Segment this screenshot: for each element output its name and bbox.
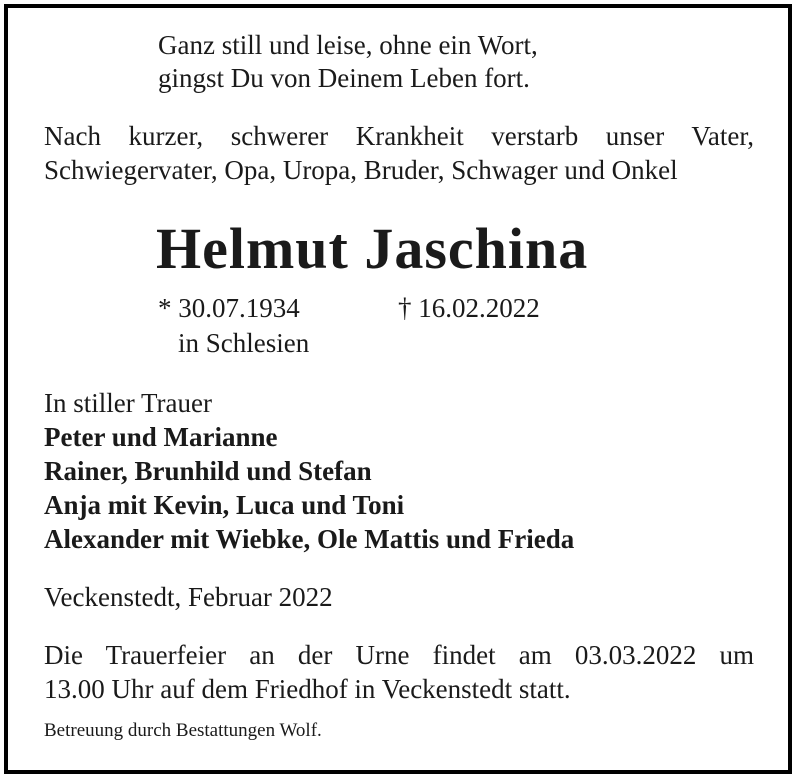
intro-line-2: Schwiegervater, Opa, Uropa, Bruder, Schwager und Onkel [44,155,678,185]
mourners-heading: In stiller Trauer [44,388,212,418]
deceased-name: Helmut Jaschina [156,216,589,281]
mourner-name: Peter und Marianne [44,422,278,452]
death-date: † 16.02.2022 [398,293,540,323]
verse-line-1: Ganz still und leise, ohne ein Wort, [158,30,538,60]
verse-line-2: gingst Du von Deinem Leben fort. [158,63,530,93]
birthplace: in Schlesien [178,328,310,358]
mourner-name: Anja mit Kevin, Luca und Toni [44,490,405,520]
ceremony-line-2: 13.00 Uhr auf dem Friedhof in Veckenstedt statt. [44,674,571,704]
mourner-name: Rainer, Brunhild und Stefan [44,456,372,486]
mourner-name: Alexander mit Wiebke, Ole Mattis und Frieda [44,524,575,554]
place-date: Veckenstedt, Februar 2022 [44,582,333,612]
intro-line-1: Nach kurzer, schwerer Krankheit verstarb unser Vater, [44,121,754,151]
undertaker-note: Betreuung durch Bestattungen Wolf. [44,720,322,741]
birth-date: * 30.07.1934 [158,293,300,323]
ceremony-line-1: Die Trauerfeier an der Urne findet am 03.03.2022 um [44,640,754,670]
